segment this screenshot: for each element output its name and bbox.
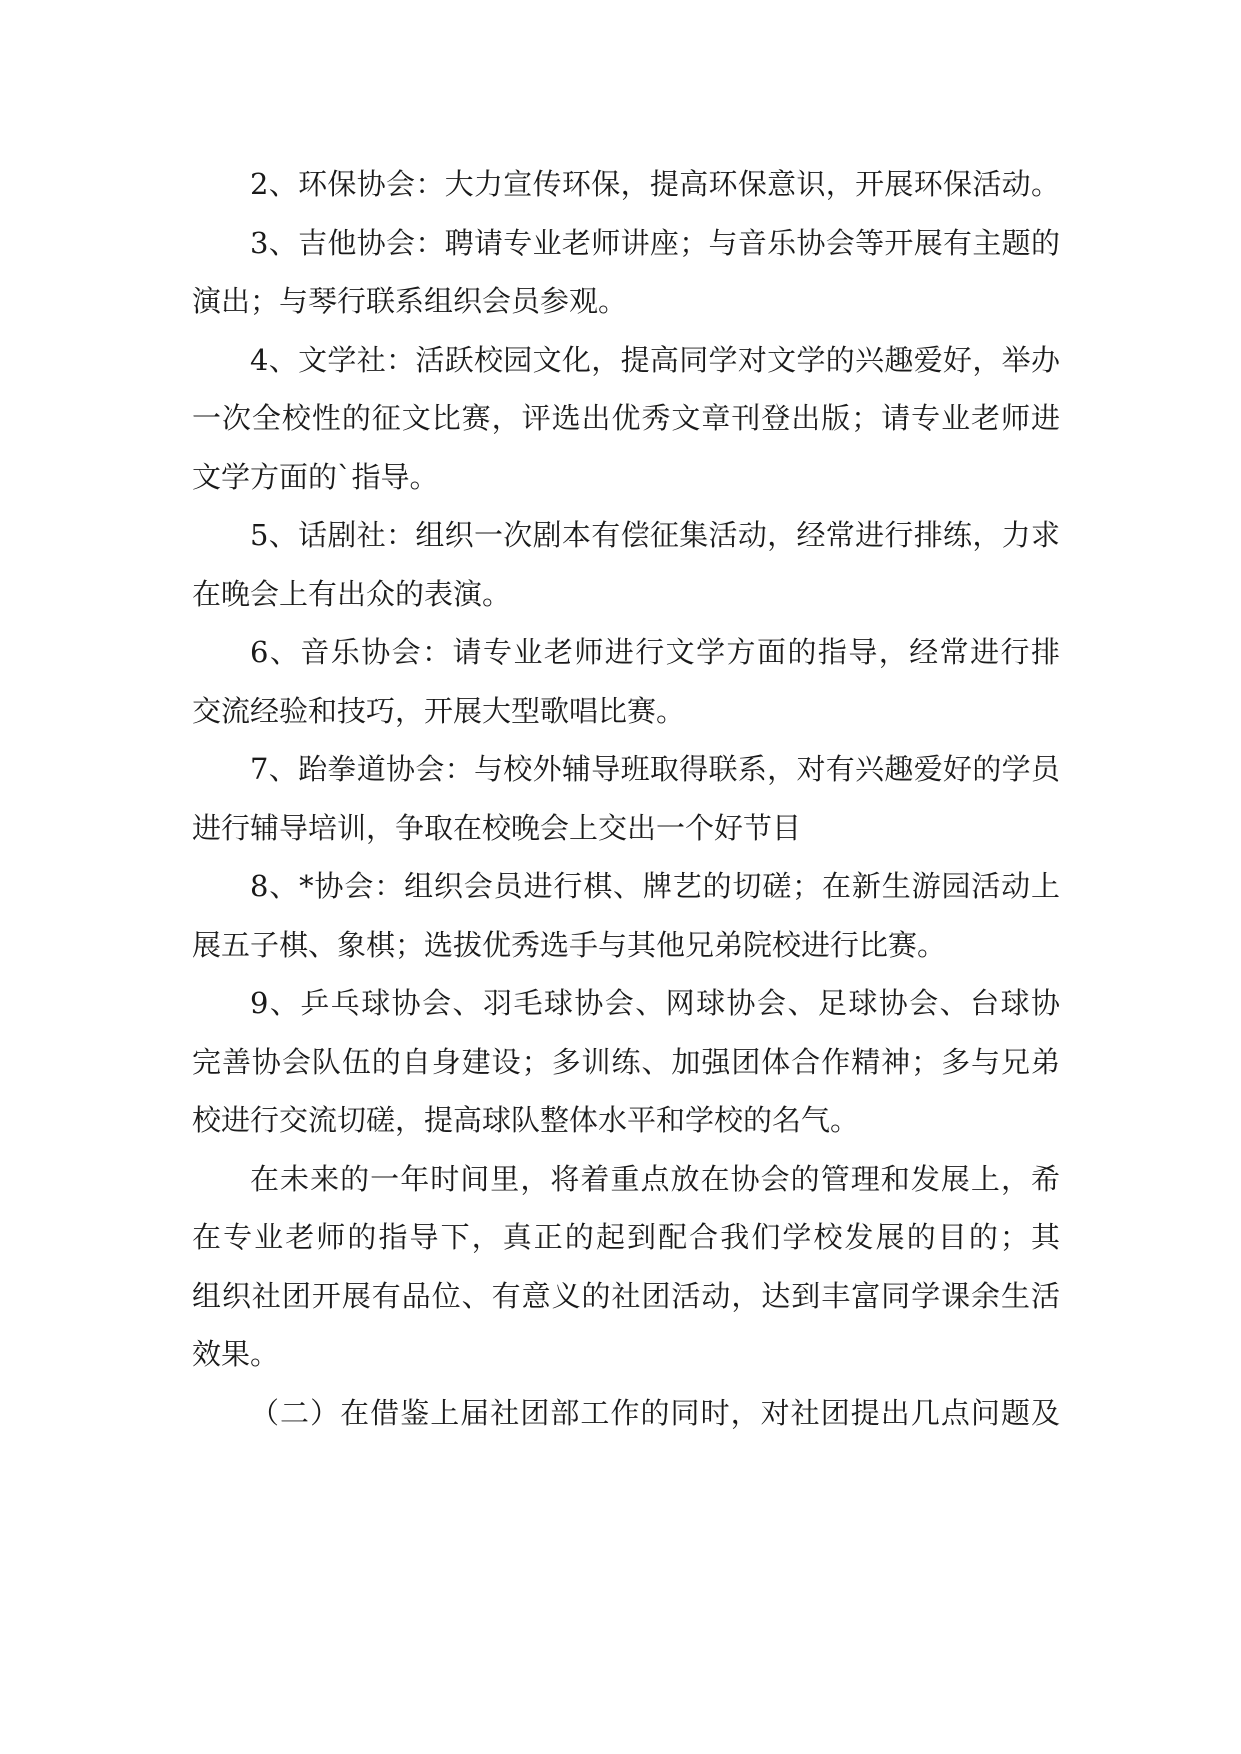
text-line-17: 校进行交流切磋，提高球队整体水平和学校的名气。 <box>192 1103 860 1137</box>
text-line-20: 组织社团开展有品位、有意义的社团活动，达到丰富同学课余生活 <box>192 1278 1060 1313</box>
text-line-2: 3、吉他协会：聘请专业老师讲座；与音乐协会等开展有主题的 <box>250 225 1060 260</box>
text-line-1: 2、环保协会：大力宣传环保，提高环保意识，开展环保活动。 <box>250 167 1060 201</box>
text-line-5: 一次全校性的征文比赛，评选出优秀文章刊登出版；请专业老师进 <box>192 401 1060 435</box>
text-line-10: 交流经验和技巧，开展大型歌唱比赛。 <box>192 693 686 728</box>
text-line-21: 效果。 <box>192 1337 280 1371</box>
text-line-18: 在未来的一年时间里，将着重点放在协会的管理和发展上，希 <box>250 1161 1060 1196</box>
document-body <box>192 155 1060 1442</box>
text-line-19: 在专业老师的指导下，真正的起到配合我们学校发展的目的；其 <box>192 1220 1060 1254</box>
text-line-7: 5、话剧社：组织一次剧本有偿征集活动，经常进行排练，力求 <box>250 518 1060 552</box>
text-line-11: 7、跆拳道协会：与校外辅导班取得联系，对有兴趣爱好的学员 <box>250 752 1060 786</box>
text-line-14: 展五子棋、象棋；选拔优秀选手与其他兄弟院校进行比赛。 <box>192 927 947 962</box>
text-line-16: 完善协会队伍的自身建设；多训练、加强团体合作精神；多与兄弟 <box>192 1044 1060 1079</box>
text-line-8: 在晚会上有出众的表演。 <box>192 576 512 611</box>
text-line-9: 6、音乐协会：请专业老师进行文学方面的指导，经常进行排 <box>250 635 1060 669</box>
text-line-12: 进行辅导培训，争取在校晚会上交出一个好节目 <box>192 810 802 845</box>
text-line-22: （二）在借鉴上届社团部工作的同时，对社团提出几点问题及 <box>250 1395 1060 1430</box>
text-line-13: 8、*协会：组织会员进行棋、牌艺的切磋；在新生游园活动上 <box>250 869 1060 903</box>
text-line-15: 9、乒乓球协会、羽毛球协会、网球协会、足球协会、台球协 <box>250 986 1060 1020</box>
text-line-3: 演出；与琴行联系组织会员参观。 <box>192 284 628 318</box>
text-line-4: 4、文学社：活跃校园文化，提高同学对文学的兴趣爱好，举办 <box>250 342 1060 377</box>
text-line-6: 文学方面的`指导。 <box>192 459 439 494</box>
